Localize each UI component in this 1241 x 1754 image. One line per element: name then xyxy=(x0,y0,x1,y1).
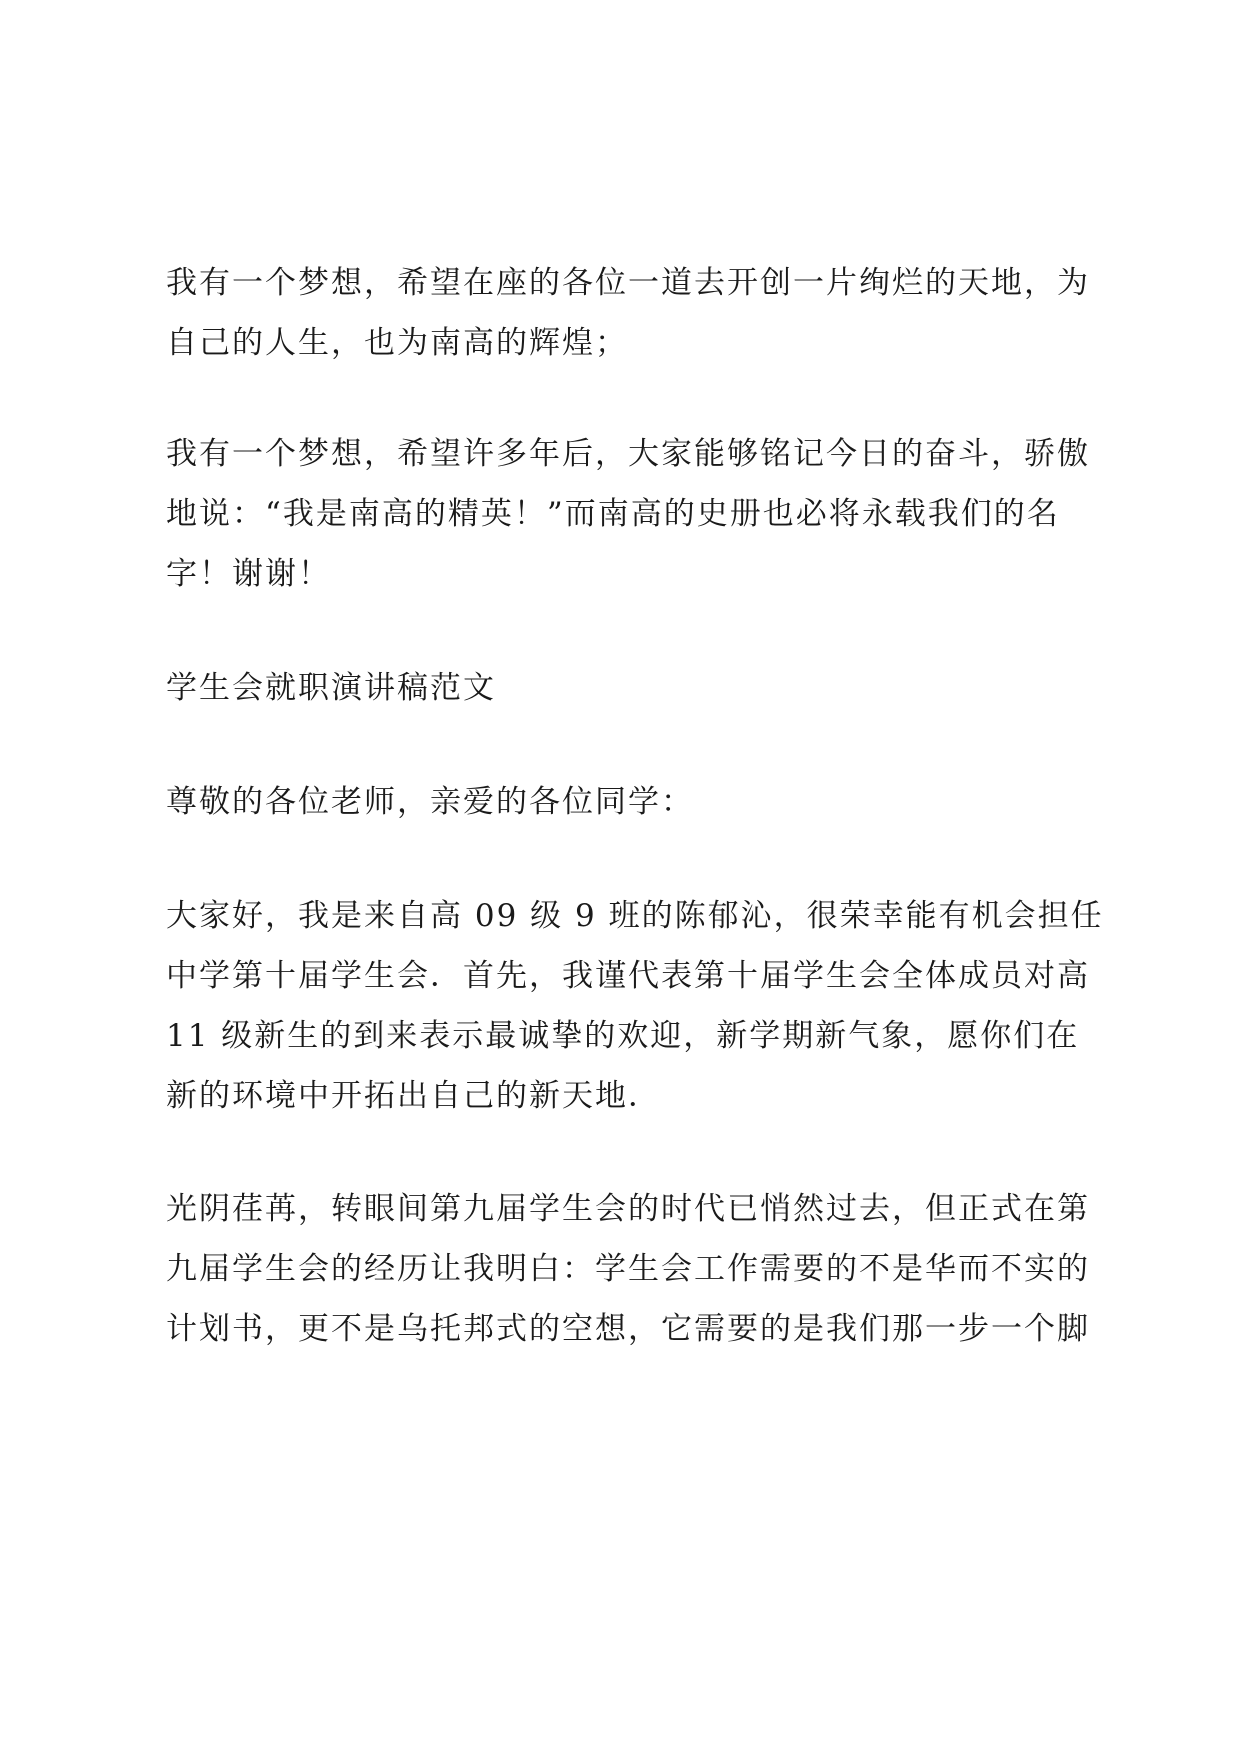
paragraph-line: 11 级新生的到来表示最诚挚的欢迎，新学期新气象，愿你们在 xyxy=(166,1018,1080,1054)
paragraph-line: 自己的人生，也为南高的辉煌； xyxy=(166,325,628,361)
paragraph-line: 新的环境中开拓出自己的新天地． xyxy=(166,1078,661,1114)
paragraph-line: 地说：“我是南高的精英！”而南高的史册也必将永载我们的名 xyxy=(166,496,1060,532)
paragraph-line: 大家好，我是来自高 09 级 9 班的陈郁沁，很荣幸能有机会担任 xyxy=(166,898,1104,934)
paragraph-line: 九届学生会的经历让我明白：学生会工作需要的不是华而不实的 xyxy=(166,1251,1090,1287)
salutation: 尊敬的各位老师，亲爱的各位同学： xyxy=(166,784,694,820)
paragraph-line: 字！谢谢！ xyxy=(166,556,331,592)
paragraph-line: 计划书，更不是乌托邦式的空想，它需要的是我们那一步一个脚 xyxy=(166,1311,1090,1347)
paragraph-line: 光阴荏苒，转眼间第九届学生会的时代已悄然过去，但正式在第 xyxy=(166,1191,1090,1227)
paragraph-line: 我有一个梦想，希望许多年后，大家能够铭记今日的奋斗，骄傲 xyxy=(166,436,1090,472)
section-title: 学生会就职演讲稿范文 xyxy=(166,670,496,706)
paragraph-line: 中学第十届学生会．首先，我谨代表第十届学生会全体成员对高 xyxy=(166,958,1090,994)
paragraph-line: 我有一个梦想，希望在座的各位一道去开创一片绚烂的天地，为 xyxy=(166,265,1090,301)
